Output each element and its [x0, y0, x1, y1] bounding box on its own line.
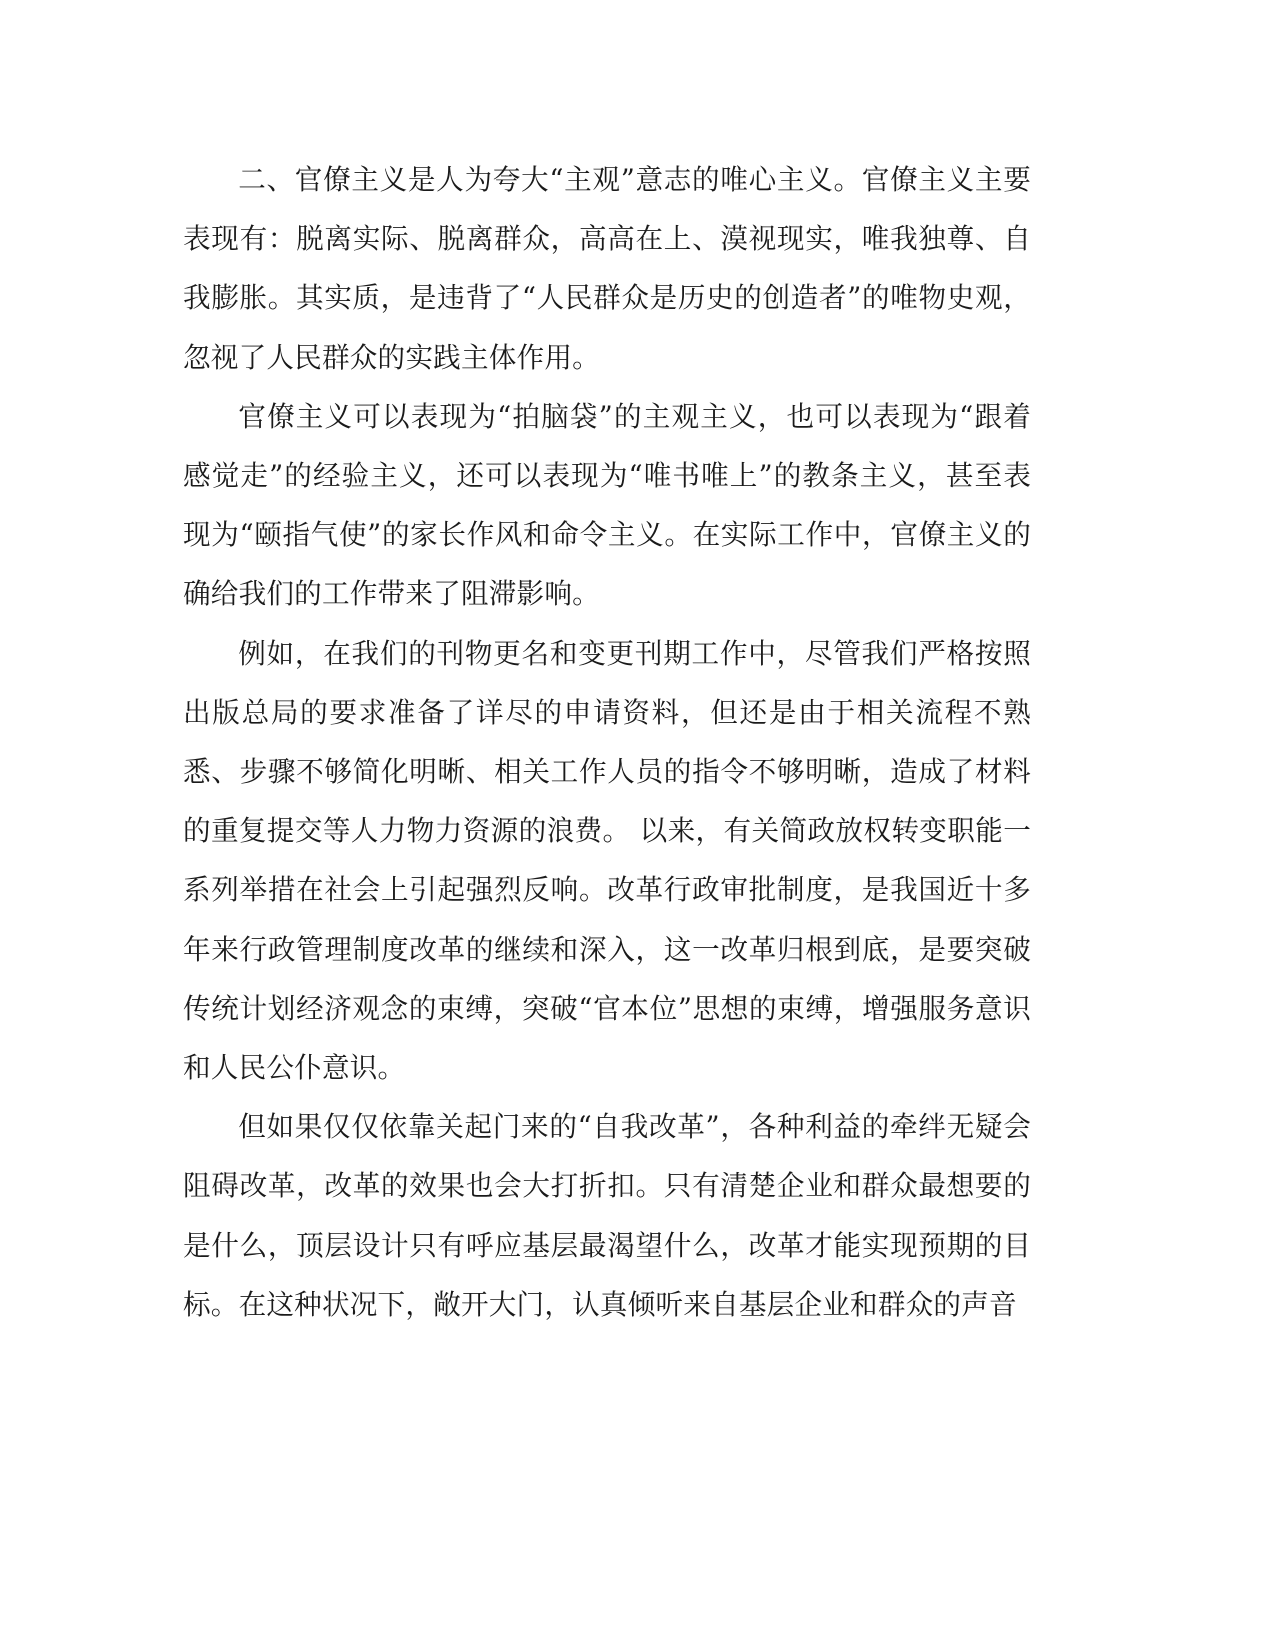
paragraph-1: 二、官僚主义是人为夸大“主观”意志的唯心主义。官僚主义主要表现有：脱离实际、脱离群众，高高在上、漠视现实，唯我独尊、自我膨胀。其实质，是违背了“人民群众是历史的创造者”的唯物史观，忽视了人民群众的实践主体作用。 — [183, 163, 1031, 374]
paragraph-2: 官僚主义可以表现为“拍脑袋”的主观主义，也可以表现为“跟着感觉走”的经验主义，还可以表现为“唯书唯上”的教条主义，甚至表现为“颐指气使”的家长作风和命令主义。在实际工作中，官僚主义的确给我们的工作带来了阻滞影响。 — [183, 399, 1031, 611]
paragraph-3: 例如，在我们的刊物更名和变更刊期工作中，尽管我们严格按照出版总局的要求准备了详尽的申请资料，但还是由于相关流程不熟悉、步骤不够简化明晰、相关工作人员的指令不够明晰，造成了材料的重复提交等人力物力资源的浪费。 以来，有关简政放权转变职能一系列举措在社会上引起强烈反响。改革行政审批制度，是我国近十多年来行政管理制度改革的继续和深入，这一改革归根到底，是要突破传统计划经济观念的束缚，突破“官本位”思想的束缚，增强服务意识和人民公仆意识。 — [183, 636, 1031, 1085]
paragraph-4: 但如果仅仅依靠关起门来的“自我改革”，各种利益的牵绊无疑会阻碍改革，改革的效果也会大打折扣。只有清楚企业和群众最想要的是什么，顶层设计只有呼应基层最渴望什么，改革才能实现预期的目标。在这种状况下，敞开大门，认真倾听来自基层企业和群众的声音 — [183, 1110, 1031, 1321]
document-body — [183, 150, 1031, 1334]
